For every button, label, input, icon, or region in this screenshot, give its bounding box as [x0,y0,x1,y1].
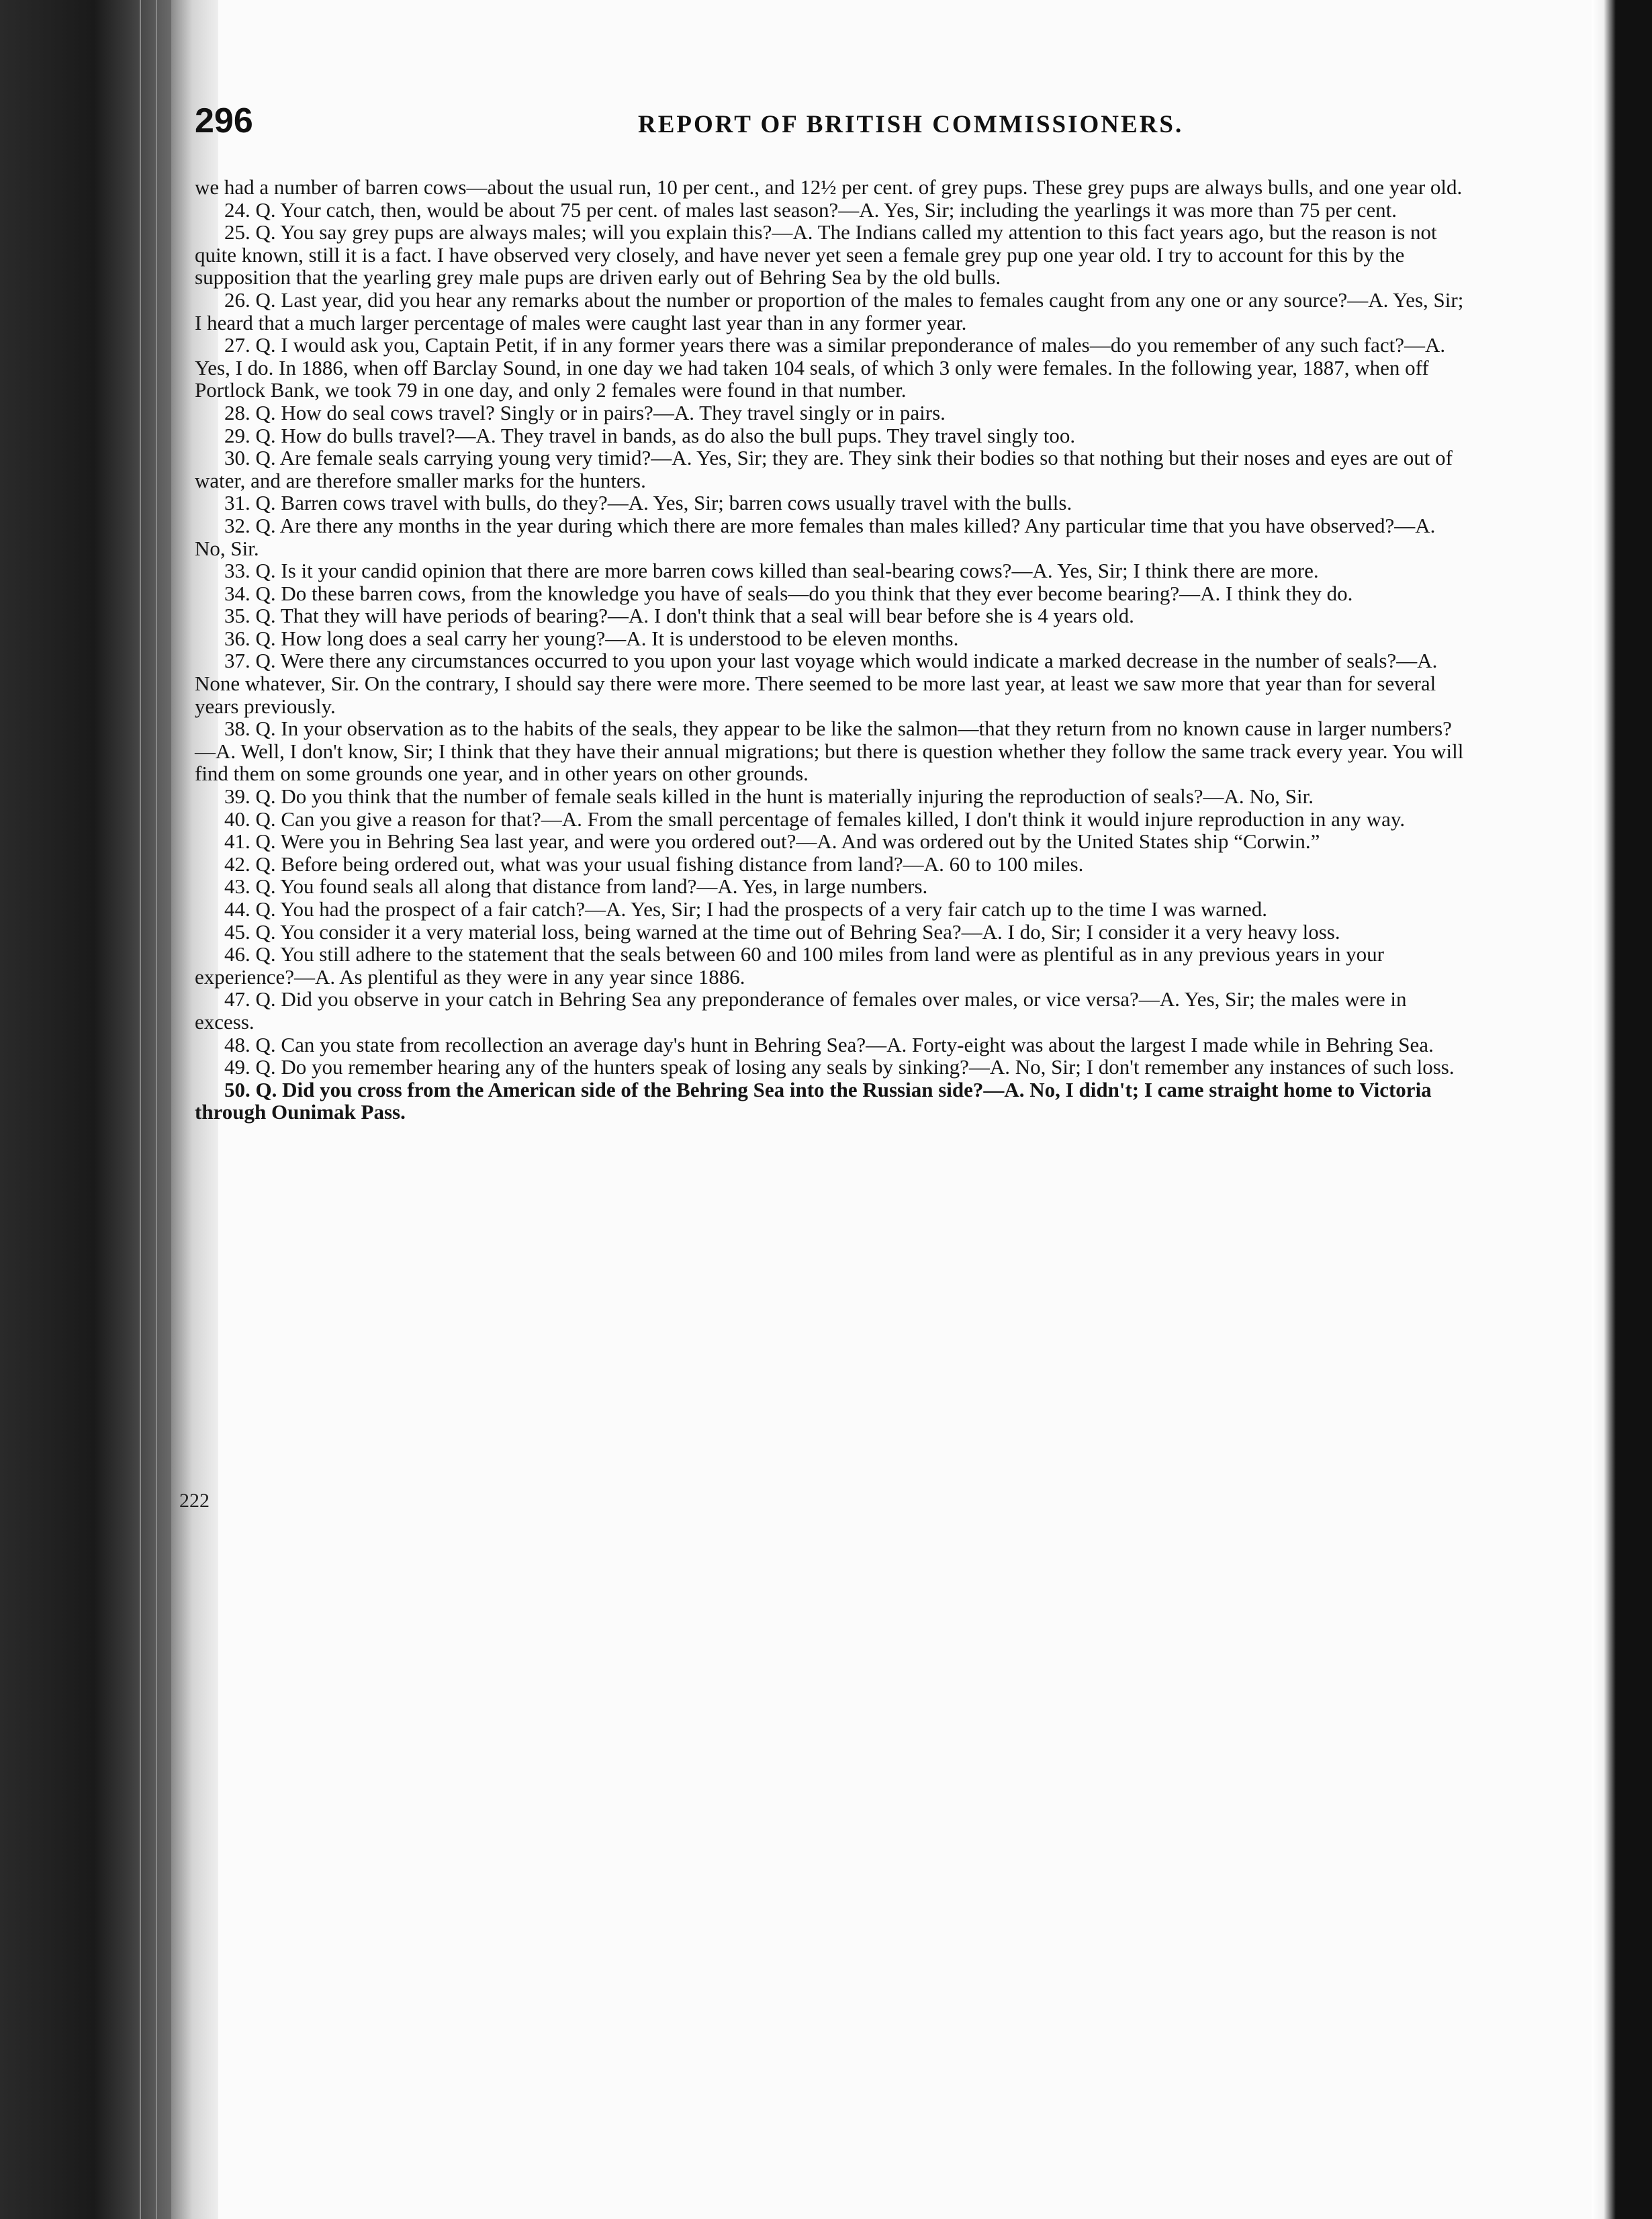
question-50: 50. Q. Did you cross from the American side of the Behring Sea into the Russian side?—A. No, I didn't; I came straight home to Victoria through Ounimak Pass. [195,1077,1432,1124]
question-43: 43. Q. You found seals all along that distance from land?—A. Yes, in large numbers. [224,874,928,899]
question-35: 35. Q. That they will have periods of bearing?—A. I don't think that a seal will bear before she is 4 years old. [224,604,1134,628]
book-binding-shadow [0,0,171,2219]
page-header [195,101,1269,148]
question-29: 29. Q. How do bulls travel?—A. They travel in bands, as do also the bull pups. They travel singly too. [224,423,1076,447]
question-44: 44. Q. You had the prospect of a fair catch?—A. Yes, Sir; I had the prospects of a very fair catch up to the time I was warned. [224,897,1268,921]
binding-edge-line [156,0,157,2219]
question-34: 34. Q. Do these barren cows, from the knowledge you have of seals—do you think that they ever become bearing?—A. I think they do. [224,581,1353,605]
question-26: 26. Q. Last year, did you hear any remarks about the number or proportion of the males to females caught from any one or any source?—A. Yes, Sir; I heard that a much larger percentage of males were caught last year than in any former year. [195,287,1464,334]
binding-edge-line [140,0,141,2219]
question-48: 48. Q. Can you state from recollection an average day's hunt in Behring Sea?—A. Forty-eight was about the largest I made while in Behring Sea. [224,1032,1434,1056]
question-49: 49. Q. Do you remember hearing any of the hunters speak of losing any seals by sinking?—A. No, Sir; I don't remember any instances of such loss. [224,1055,1455,1079]
question-38: 38. Q. In your observation as to the habits of the seals, they appear to be like the salmon—that they return from no known cause in larger numbers?—A. Well, I don't know, Sir; I think that they have their annual migrations; but there is question whether they follow the same track every year. You will find them on some grounds one year, and in other years on other grounds. [195,717,1464,786]
question-40: 40. Q. Can you give a reason for that?—A. From the small percentage of females killed, I don't think it would injure reproduction in any way. [224,807,1406,831]
question-33: 33. Q. Is it your candid opinion that there are more barren cows killed than seal-bearing cows?—A. Yes, Sir; I think there are more. [224,559,1319,583]
question-37: 37. Q. Were there any circumstances occurred to you upon your last voyage which would indicate a marked decrease in the number of seals?—A. None whatever, Sir. On the contrary, I should say there were more. There seemed to be more last year, at least we saw more that year than for several years previously. [195,649,1438,718]
margin-reference-number: 222 [179,1490,210,1512]
question-28: 28. Q. How do seal cows travel? Singly or in pairs?—A. They travel singly or in pairs. [224,400,946,424]
question-25: 25. Q. You say grey pups are always males; will you explain this?—A. The Indians called my attention to this fact years ago, but the reason is not quite known, still it is a fact. I have observed very closely, and have never yet seen a female grey pup one year old. I try to account for this by the supposition that the yearling grey male pups are driven early out of Behring Sea by the old bulls. [195,220,1437,289]
testimony-text [195,176,1464,1124]
question-39: 39. Q. Do you think that the number of female seals killed in the hunt is materially injuring the reproduction of seals?—A. No, Sir. [224,784,1314,809]
facing-page-edge [1592,0,1652,2219]
running-head: REPORT OF BRITISH COMMISSIONERS. [638,111,1184,138]
paragraph-continuation: we had a number of barren cows—about the usual run, 10 per cent., and 12½ per cent. of grey pups. These grey pups are always bulls, and one year old. [195,175,1463,199]
question-46: 46. Q. You still adhere to the statement that the seals between 60 and 100 miles from land were as plentiful as in any previous years in your experience?—A. As plentiful as they were in any year since 1886. [195,942,1384,989]
question-24: 24. Q. Your catch, then, would be about 75 per cent. of males last season?—A. Yes, Sir; including the yearlings it was more than 75 per cent. [224,197,1397,222]
question-42: 42. Q. Before being ordered out, what was your usual fishing distance from land?—A. 60 to 100 miles. [224,852,1084,876]
question-45: 45. Q. You consider it a very material loss, being warned at the time out of Behring Sea?—A. I do, Sir; I consider it a very heavy loss. [224,919,1340,944]
question-36: 36. Q. How long does a seal carry her young?—A. It is understood to be eleven months. [224,626,959,650]
question-32: 32. Q. Are there any months in the year during which there are more females than males killed? Any particular time that you have observed?—A. No, Sir. [195,513,1436,560]
question-31: 31. Q. Barren cows travel with bulls, do they?—A. Yes, Sir; barren cows usually travel with the bulls. [224,491,1072,515]
question-30: 30. Q. Are female seals carrying young very timid?—A. Yes, Sir; they are. They sink their bodies so that nothing but their noses and eyes are out of water, and are therefore smaller marks for the hunters. [195,446,1453,492]
question-41: 41. Q. Were you in Behring Sea last year, and were you ordered out?—A. And was ordered out by the United States ship “Corwin.” [224,829,1320,854]
question-27: 27. Q. I would ask you, Captain Petit, if in any former years there was a similar preponderance of males—do you remember of any such fact?—A. Yes, I do. In 1886, when off Barclay Sound, in one day we had taken 104 seals, of which 3 only were females. In the following year, 1887, when off Portlock Bank, we took 79 in one day, and only 2 females were found in that number. [195,333,1446,402]
page-number: 296 [195,101,253,140]
question-47: 47. Q. Did you observe in your catch in Behring Sea any preponderance of females over males, or vice versa?—A. Yes, Sir; the males were in excess. [195,987,1407,1034]
